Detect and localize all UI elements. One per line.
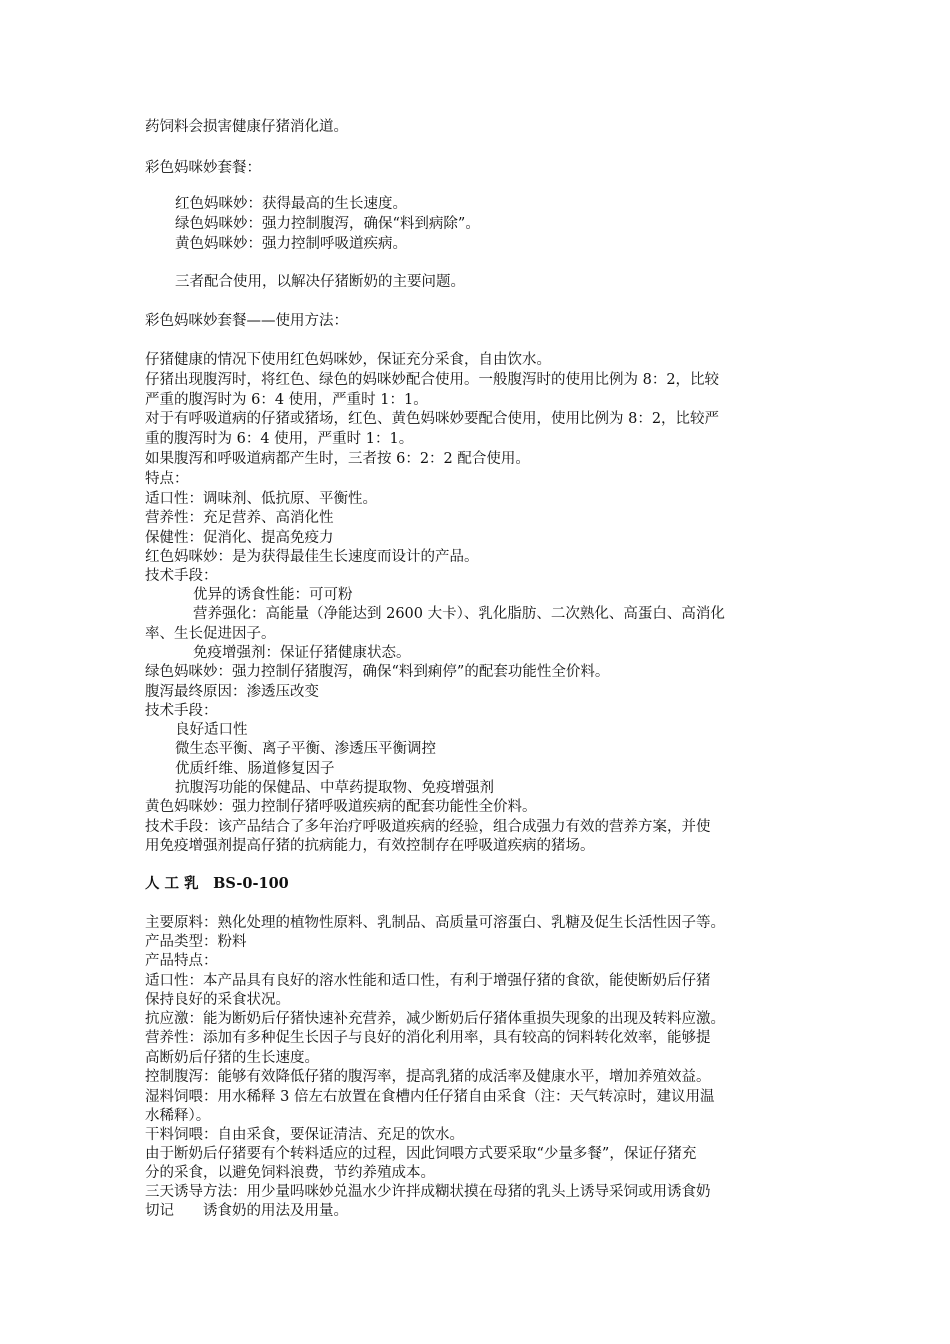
text-line: 仔猪出现腹泻时，将红色、绿色的妈咪妙配合使用。一般腹泻时的使用比例为 8：2，比较 — [145, 372, 720, 388]
text-line: 黄色妈咪妙：强力控制仔猪呼吸道疾病的配套功能性全价料。 — [145, 799, 537, 815]
text-line: 三天诱导方法：用少量吗咪妙兑温水少许拌成糊状摸在母猪的乳头上诱导采饲或用诱食奶 — [145, 1184, 711, 1200]
text-line: 保持良好的采食状况。 — [145, 992, 290, 1008]
text-line: 技术手段： — [145, 703, 218, 719]
text-line: 药饲料会损害健康仔猪消化道。 — [145, 119, 348, 135]
text-line: 营养强化：高能量（净能达到 2600 大卡）、乳化脂肪、二次熟化、高蛋白、高消化 — [193, 606, 725, 622]
text-line: 技术手段： — [145, 568, 218, 584]
text-line: 特点： — [145, 471, 189, 487]
text-line: 仔猪健康的情况下使用红色妈咪妙，保证充分采食，自由饮水。 — [145, 352, 551, 368]
text-line: 高断奶后仔猪的生长速度。 — [145, 1050, 319, 1066]
text-line: 率、生长促进因子。 — [145, 626, 276, 642]
text-line: 三者配合使用，以解决仔猪断奶的主要问题。 — [175, 274, 465, 290]
text-line: 湿料饲喂：用水稀释 3 倍左右放置在食槽内任仔猪自由采食（注：天气转凉时，建议用温 — [145, 1089, 715, 1105]
text-line: 用免疫增强剂提高仔猪的抗病能力，有效控制存在呼吸道疾病的猪场。 — [145, 838, 595, 854]
text-line: 严重的腹泻时为 6：4 使用，严重时 1：1。 — [145, 392, 428, 408]
text-line: 主要原料：熟化处理的植物性原料、乳制品、高质量可溶蛋白、乳糖及促生长活性因子等。 — [145, 915, 725, 931]
text-line: 控制腹泻：能够有效降低仔猪的腹泻率，提高乳猪的成活率及健康水平，增加养殖效益。 — [145, 1069, 711, 1085]
text-line: 优质纤维、肠道修复因子 — [175, 761, 335, 777]
text-line: 免疫增强剂：保证仔猪健康状态。 — [193, 645, 411, 661]
text-line: 黄色妈咪妙：强力控制呼吸道疾病。 — [175, 236, 407, 252]
text-line: 技术手段：该产品结合了多年治疗呼吸道疾病的经验，组合成强力有效的营养方案，并使 — [145, 819, 711, 835]
text-line: 微生态平衡、离子平衡、渗透压平衡调控 — [175, 741, 436, 757]
text-line: 保健性：促消化、提高免疫力 — [145, 530, 334, 546]
text-line: 产品特点： — [145, 953, 218, 969]
text-line: 绿色妈咪妙：强力控制仔猪腹泻，确保“料到痢停”的配套功能性全价料。 — [145, 664, 610, 680]
text-line: 分的采食，以避免饲料浪费，节约养殖成本。 — [145, 1165, 435, 1181]
text-line: 营养性：添加有多种促生长因子与良好的消化利用率，具有较高的饲料转化效率，能够提 — [145, 1030, 711, 1046]
text-line: 由于断奶后仔猪要有个转料适应的过程，因此饲喂方式要采取“少量多餐”，保证仔猪充 — [145, 1146, 697, 1162]
text-line: 红色妈咪妙：获得最高的生长速度。 — [175, 196, 407, 212]
text-line: 适口性：调味剂、低抗原、平衡性。 — [145, 491, 377, 507]
product-heading: 人 工 乳 BS-0-100 — [145, 875, 289, 892]
text-line: 营养性：充足营养、高消化性 — [145, 510, 334, 526]
text-line: 重的腹泻时为 6：4 使用，严重时 1：1。 — [145, 431, 414, 447]
text-line: 适口性：本产品具有良好的溶水性能和适口性，有利于增强仔猪的食欲，能使断奶后仔猪 — [145, 973, 711, 989]
text-line: 良好适口性 — [175, 722, 248, 738]
section-heading: 彩色妈咪妙套餐——使用方法： — [145, 313, 348, 329]
text-line: 抗腹泻功能的保健品、中草药提取物、免疫增强剂 — [175, 780, 494, 796]
text-line: 优异的诱食性能：可可粉 — [193, 587, 353, 603]
text-line: 腹泻最终原因：渗透压改变 — [145, 684, 319, 700]
text-line: 干料饲喂：自由采食，要保证清洁、充足的饮水。 — [145, 1127, 464, 1143]
section-heading: 彩色妈咪妙套餐： — [145, 160, 261, 176]
text-line: 红色妈咪妙：是为获得最佳生长速度而设计的产品。 — [145, 549, 479, 565]
text-line: 切记 诱食奶的用法及用量。 — [145, 1203, 348, 1219]
text-line: 对于有呼吸道病的仔猪或猪场，红色、黄色妈咪妙要配合使用，使用比例为 8：2，比较严 — [145, 411, 720, 427]
text-line: 如果腹泻和呼吸道病都产生时，三者按 6：2：2 配合使用。 — [145, 451, 530, 467]
text-line: 绿色妈咪妙：强力控制腹泻，确保“料到病除”。 — [175, 216, 480, 232]
text-line: 水稀释）。 — [145, 1108, 211, 1124]
text-line: 产品类型：粉料 — [145, 934, 247, 950]
text-line: 抗应激：能为断奶后仔猪快速补充营养，减少断奶后仔猪体重损失现象的出现及转料应激。 — [145, 1011, 725, 1027]
